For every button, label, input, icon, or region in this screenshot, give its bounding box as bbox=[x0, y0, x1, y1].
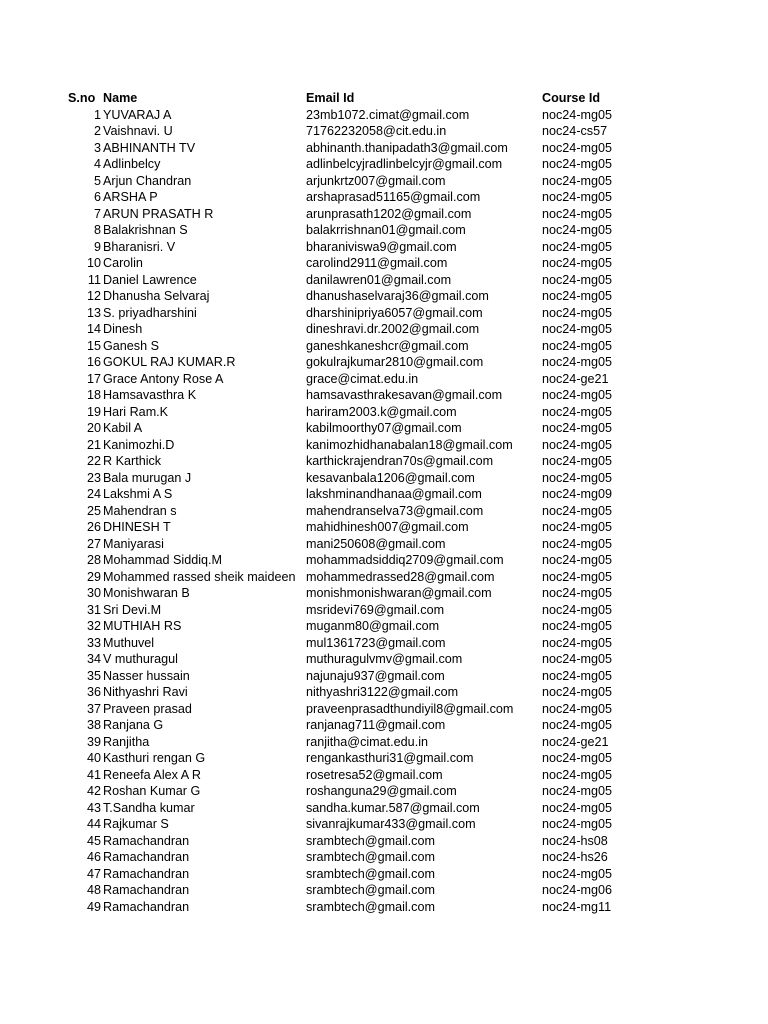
cell-email: 23mb1072.cimat@gmail.com bbox=[306, 107, 470, 122]
cell-course: noc24-mg05 bbox=[542, 536, 613, 551]
table-row bbox=[0, 437, 768, 454]
table-row bbox=[0, 684, 768, 701]
cell-course: noc24-mg05 bbox=[542, 157, 613, 171]
table-row bbox=[0, 305, 768, 322]
cell-course: noc24-mg05 bbox=[542, 619, 613, 633]
cell-name: Ramachandran bbox=[103, 899, 190, 914]
cell-course: noc24-mg05 bbox=[542, 701, 613, 716]
cell-name: Ramachandran bbox=[103, 833, 190, 848]
cell-sno: 39 bbox=[86, 734, 101, 749]
table-row bbox=[0, 420, 768, 437]
cell-course: noc24-mg05 bbox=[542, 190, 613, 204]
cell-sno: 43 bbox=[86, 800, 101, 815]
cell-course: noc24-mg11 bbox=[542, 899, 612, 914]
cell-name: GOKUL RAJ KUMAR.R bbox=[103, 355, 236, 369]
cell-course: noc24-mg05 bbox=[542, 404, 613, 419]
table-row bbox=[0, 668, 768, 685]
cell-course: noc24-mg05 bbox=[542, 437, 613, 452]
cell-course: noc24-mg05 bbox=[542, 800, 613, 815]
cell-sno: 20 bbox=[86, 421, 101, 435]
cell-email: arshaprasad51165@gmail.com bbox=[306, 190, 481, 204]
cell-sno: 23 bbox=[86, 470, 101, 485]
table-row bbox=[0, 255, 768, 272]
cell-sno: 38 bbox=[86, 718, 101, 732]
cell-course: noc24-mg05 bbox=[542, 289, 613, 303]
cell-name: Ranjitha bbox=[103, 734, 150, 749]
cell-sno: 12 bbox=[86, 289, 101, 303]
cell-course: noc24-mg05 bbox=[542, 767, 613, 782]
cell-sno: 34 bbox=[86, 652, 101, 666]
cell-sno: 36 bbox=[86, 685, 101, 699]
table-row bbox=[0, 767, 768, 784]
cell-email: bharaniviswa9@gmail.com bbox=[306, 239, 457, 254]
cell-sno: 10 bbox=[86, 256, 101, 270]
cell-email: abhinanth.thanipadath3@gmail.com bbox=[306, 140, 508, 155]
cell-name: Rajkumar S bbox=[103, 817, 169, 831]
cell-email: dhanushaselvaraj36@gmail.com bbox=[306, 289, 489, 303]
cell-name: Nasser hussain bbox=[103, 668, 190, 683]
cell-course: noc24-mg05 bbox=[542, 140, 613, 155]
cell-name: R Karthick bbox=[103, 454, 162, 468]
cell-email: srambtech@gmail.com bbox=[306, 883, 435, 897]
cell-course: noc24-mg05 bbox=[542, 322, 613, 336]
table-row bbox=[0, 783, 768, 800]
cell-course: noc24-mg05 bbox=[542, 586, 613, 600]
cell-name: Grace Antony Rose A bbox=[103, 371, 224, 386]
cell-sno: 1 bbox=[93, 107, 101, 122]
cell-email: balakrrishnan01@gmail.com bbox=[306, 223, 466, 237]
cell-sno: 28 bbox=[86, 553, 101, 567]
cell-name: Reneefa Alex A R bbox=[103, 767, 202, 782]
cell-email: srambtech@gmail.com bbox=[306, 899, 435, 914]
cell-name: ARUN PRASATH R bbox=[103, 206, 214, 221]
table-row bbox=[0, 750, 768, 767]
cell-sno: 45 bbox=[86, 833, 101, 848]
cell-course: noc24-ge21 bbox=[542, 734, 609, 749]
cell-course: noc24-mg05 bbox=[542, 817, 613, 831]
table-row bbox=[0, 734, 768, 751]
table-row bbox=[0, 239, 768, 256]
cell-sno: 14 bbox=[86, 322, 101, 336]
cell-name: Kabil A bbox=[103, 421, 143, 435]
cell-name: Monishwaran B bbox=[103, 586, 190, 600]
cell-name: YUVARAJ A bbox=[103, 107, 172, 122]
cell-sno: 15 bbox=[86, 338, 101, 353]
cell-name: Ramachandran bbox=[103, 850, 190, 864]
cell-name: Nithyashri Ravi bbox=[103, 685, 188, 699]
cell-course: noc24-mg05 bbox=[542, 685, 613, 699]
cell-email: srambtech@gmail.com bbox=[306, 833, 435, 848]
cell-course: noc24-mg05 bbox=[542, 454, 613, 468]
cell-course: noc24-mg05 bbox=[542, 635, 613, 650]
cell-sno: 44 bbox=[86, 817, 101, 831]
cell-email: rosetresa52@gmail.com bbox=[306, 767, 443, 782]
table-row bbox=[0, 107, 768, 124]
cell-email: adlinbelcyjradlinbelcyjr@gmail.com bbox=[306, 157, 503, 171]
table-row bbox=[0, 569, 768, 586]
cell-email: ranjanag711@gmail.com bbox=[306, 718, 446, 732]
table-row bbox=[0, 486, 768, 503]
cell-course: noc24-mg05 bbox=[542, 718, 613, 732]
cell-email: dineshravi.dr.2002@gmail.com bbox=[306, 322, 480, 336]
cell-email: arunprasath1202@gmail.com bbox=[306, 206, 472, 221]
cell-course: noc24-mg05 bbox=[542, 223, 613, 237]
cell-name: Adlinbelcy bbox=[103, 157, 161, 171]
cell-email: grace@cimat.edu.in bbox=[306, 371, 419, 386]
cell-name: Mohammad Siddiq.M bbox=[103, 553, 222, 567]
cell-sno: 25 bbox=[86, 503, 101, 518]
cell-email: praveenprasadthundiyil8@gmail.com bbox=[306, 701, 514, 716]
cell-sno: 41 bbox=[86, 767, 101, 782]
cell-course: noc24-mg05 bbox=[542, 751, 613, 765]
table-row bbox=[0, 833, 768, 850]
cell-email: dharshinipriya6057@gmail.com bbox=[306, 305, 483, 320]
cell-name: Dinesh bbox=[103, 322, 143, 336]
table-row bbox=[0, 866, 768, 883]
cell-course: noc24-mg05 bbox=[542, 569, 613, 584]
table-row bbox=[0, 404, 768, 421]
cell-course: noc24-mg05 bbox=[542, 355, 613, 369]
cell-name: Hari Ram.K bbox=[103, 404, 169, 419]
cell-name: ARSHA P bbox=[103, 190, 158, 204]
cell-sno: 19 bbox=[86, 404, 101, 419]
cell-sno: 33 bbox=[86, 635, 101, 650]
cell-sno: 3 bbox=[93, 140, 101, 155]
cell-course: noc24-mg05 bbox=[542, 652, 613, 666]
cell-sno: 35 bbox=[86, 668, 101, 683]
cell-sno: 46 bbox=[86, 850, 101, 864]
cell-email: kabilmoorthy07@gmail.com bbox=[306, 421, 462, 435]
cell-name: Ranjana G bbox=[103, 718, 164, 732]
cell-name: Daniel Lawrence bbox=[103, 272, 197, 287]
cell-sno: 42 bbox=[86, 784, 101, 798]
cell-sno: 6 bbox=[93, 190, 101, 204]
cell-sno: 9 bbox=[93, 239, 101, 254]
cell-name: Bharanisri. V bbox=[103, 239, 176, 254]
cell-name: Kasthuri rengan G bbox=[103, 751, 206, 765]
cell-course: noc24-mg05 bbox=[542, 107, 613, 122]
table-row bbox=[0, 470, 768, 487]
cell-name: Arjun Chandran bbox=[103, 173, 192, 188]
cell-name: Sri Devi.M bbox=[103, 602, 162, 617]
cell-email: roshanguna29@gmail.com bbox=[306, 784, 457, 798]
cell-course: noc24-mg05 bbox=[542, 520, 613, 534]
table-row bbox=[0, 552, 768, 569]
cell-course: noc24-mg09 bbox=[542, 487, 613, 501]
table-row bbox=[0, 635, 768, 652]
cell-email: mahidhinesh007@gmail.com bbox=[306, 520, 469, 534]
cell-sno: 47 bbox=[86, 866, 101, 881]
cell-email: najunaju937@gmail.com bbox=[306, 668, 445, 683]
cell-sno: 24 bbox=[86, 487, 101, 501]
cell-sno: 31 bbox=[86, 602, 101, 617]
cell-course: noc24-mg05 bbox=[542, 206, 613, 221]
table-row bbox=[0, 206, 768, 223]
cell-email: kanimozhidhanabalan18@gmail.com bbox=[306, 437, 513, 452]
cell-name: Kanimozhi.D bbox=[103, 437, 175, 452]
cell-sno: 18 bbox=[86, 388, 101, 402]
cell-course: noc24-mg05 bbox=[542, 553, 613, 567]
table-row bbox=[0, 701, 768, 718]
cell-email: ganeshkaneshcr@gmail.com bbox=[306, 338, 469, 353]
table-row bbox=[0, 123, 768, 140]
cell-email: karthickrajendran70s@gmail.com bbox=[306, 454, 494, 468]
cell-name: Roshan Kumar G bbox=[103, 784, 201, 798]
cell-name: MUTHIAH RS bbox=[103, 619, 182, 633]
header-course: Course Id bbox=[542, 91, 601, 105]
table-row bbox=[0, 849, 768, 866]
cell-email: mani250608@gmail.com bbox=[306, 536, 446, 551]
cell-course: noc24-mg05 bbox=[542, 305, 613, 320]
table-row bbox=[0, 371, 768, 388]
header-sno: S.no bbox=[68, 91, 96, 105]
table-row bbox=[0, 338, 768, 355]
table-row bbox=[0, 321, 768, 338]
cell-course: noc24-cs57 bbox=[542, 124, 608, 138]
table-row bbox=[0, 602, 768, 619]
table-row bbox=[0, 354, 768, 371]
cell-name: Praveen prasad bbox=[103, 701, 192, 716]
cell-email: msridevi769@gmail.com bbox=[306, 602, 445, 617]
cell-course: noc24-mg05 bbox=[542, 784, 613, 798]
cell-sno: 8 bbox=[93, 223, 101, 237]
cell-course: noc24-mg05 bbox=[542, 602, 613, 617]
table-row bbox=[0, 222, 768, 239]
cell-name: V muthuragul bbox=[103, 652, 178, 666]
cell-name: T.Sandha kumar bbox=[103, 800, 195, 815]
table-row bbox=[0, 717, 768, 734]
table-row bbox=[0, 189, 768, 206]
cell-email: hariram2003.k@gmail.com bbox=[306, 404, 457, 419]
cell-sno: 27 bbox=[86, 536, 101, 551]
cell-email: kesavanbala1206@gmail.com bbox=[306, 470, 475, 485]
cell-name: Maniyarasi bbox=[103, 536, 164, 551]
cell-name: Ramachandran bbox=[103, 866, 190, 881]
cell-name: Dhanusha Selvaraj bbox=[103, 289, 210, 303]
cell-name: Balakrishnan S bbox=[103, 223, 188, 237]
cell-sno: 5 bbox=[93, 173, 101, 188]
cell-name: Bala murugan J bbox=[103, 470, 192, 485]
cell-name: Muthuvel bbox=[103, 635, 155, 650]
table-row bbox=[0, 536, 768, 553]
cell-name: ABHINANTH TV bbox=[103, 140, 196, 155]
cell-email: mul1361723@gmail.com bbox=[306, 635, 446, 650]
cell-email: sandha.kumar.587@gmail.com bbox=[306, 800, 480, 815]
cell-sno: 29 bbox=[86, 569, 101, 584]
cell-sno: 26 bbox=[86, 520, 101, 534]
table-row bbox=[0, 519, 768, 536]
cell-course: noc24-mg05 bbox=[542, 239, 613, 254]
cell-sno: 30 bbox=[86, 586, 101, 600]
cell-course: noc24-mg06 bbox=[542, 883, 613, 897]
cell-name: Mohammed rassed sheik maideen bbox=[103, 569, 296, 584]
cell-course: noc24-mg05 bbox=[542, 338, 613, 353]
cell-sno: 17 bbox=[86, 371, 101, 386]
cell-name: Carolin bbox=[103, 256, 143, 270]
table-row bbox=[0, 882, 768, 899]
cell-name: S. priyadharshini bbox=[103, 305, 197, 320]
cell-name: Lakshmi A S bbox=[103, 487, 173, 501]
table-row bbox=[0, 800, 768, 817]
table-row bbox=[0, 140, 768, 157]
table-row bbox=[0, 585, 768, 602]
cell-email: danilawren01@gmail.com bbox=[306, 272, 452, 287]
table-row bbox=[0, 618, 768, 635]
cell-email: sivanrajkumar433@gmail.com bbox=[306, 817, 476, 831]
cell-sno: 13 bbox=[86, 305, 101, 320]
cell-sno: 22 bbox=[86, 454, 101, 468]
cell-email: mohammadsiddiq2709@gmail.com bbox=[306, 553, 504, 567]
cell-sno: 40 bbox=[86, 751, 101, 765]
cell-course: noc24-mg05 bbox=[542, 388, 613, 402]
cell-course: noc24-mg05 bbox=[542, 272, 613, 287]
cell-email: monishmonishwaran@gmail.com bbox=[306, 586, 492, 600]
cell-name: Ramachandran bbox=[103, 883, 190, 897]
table-row bbox=[0, 387, 768, 404]
table-row bbox=[0, 272, 768, 289]
header-email: Email Id bbox=[306, 91, 355, 105]
cell-sno: 21 bbox=[86, 437, 101, 452]
table-row bbox=[0, 651, 768, 668]
cell-email: 71762232058@cit.edu.in bbox=[306, 124, 447, 138]
cell-course: noc24-mg05 bbox=[542, 866, 613, 881]
cell-sno: 16 bbox=[86, 355, 101, 369]
cell-name: Vaishnavi. U bbox=[103, 124, 173, 138]
cell-course: noc24-mg05 bbox=[542, 503, 613, 518]
cell-name: Mahendran s bbox=[103, 503, 177, 518]
cell-name: Hamsavasthra K bbox=[103, 388, 197, 402]
table-header bbox=[0, 90, 768, 107]
table-row bbox=[0, 503, 768, 520]
cell-name: DHINESH T bbox=[103, 520, 171, 534]
cell-course: noc24-mg05 bbox=[542, 256, 613, 270]
cell-course: noc24-hs08 bbox=[542, 833, 608, 848]
cell-course: noc24-mg05 bbox=[542, 668, 613, 683]
cell-email: srambtech@gmail.com bbox=[306, 850, 435, 864]
cell-name: Ganesh S bbox=[103, 338, 160, 353]
header-name: Name bbox=[103, 91, 138, 105]
cell-sno: 4 bbox=[93, 157, 101, 171]
cell-email: rengankasthuri31@gmail.com bbox=[306, 751, 474, 765]
cell-email: arjunkrtz007@gmail.com bbox=[306, 173, 446, 188]
cell-email: srambtech@gmail.com bbox=[306, 866, 435, 881]
cell-email: muganm80@gmail.com bbox=[306, 619, 440, 633]
cell-course: noc24-ge21 bbox=[542, 371, 609, 386]
cell-sno: 37 bbox=[86, 701, 101, 716]
table-row bbox=[0, 156, 768, 173]
cell-email: lakshminandhanaa@gmail.com bbox=[306, 487, 482, 501]
table-row bbox=[0, 453, 768, 470]
cell-email: mahendranselva73@gmail.com bbox=[306, 503, 484, 518]
cell-course: noc24-mg05 bbox=[542, 173, 613, 188]
cell-sno: 7 bbox=[93, 206, 101, 221]
cell-course: noc24-mg05 bbox=[542, 470, 613, 485]
table-row bbox=[0, 288, 768, 305]
cell-email: gokulrajkumar2810@gmail.com bbox=[306, 355, 484, 369]
cell-sno: 32 bbox=[86, 619, 101, 633]
cell-course: noc24-hs26 bbox=[542, 850, 608, 864]
cell-course: noc24-mg05 bbox=[542, 421, 613, 435]
table-row bbox=[0, 173, 768, 190]
table-row bbox=[0, 816, 768, 833]
cell-email: nithyashri3122@gmail.com bbox=[306, 685, 459, 699]
cell-email: muthuragulvmv@gmail.com bbox=[306, 652, 463, 666]
cell-sno: 49 bbox=[86, 899, 101, 914]
cell-email: ranjitha@cimat.edu.in bbox=[306, 734, 428, 749]
cell-email: hamsavasthrakesavan@gmail.com bbox=[306, 388, 503, 402]
cell-sno: 11 bbox=[87, 272, 101, 287]
cell-sno: 48 bbox=[86, 883, 101, 897]
cell-email: mohammedrassed28@gmail.com bbox=[306, 569, 495, 584]
cell-sno: 2 bbox=[93, 124, 101, 138]
table-row bbox=[0, 899, 768, 916]
cell-email: carolind2911@gmail.com bbox=[306, 256, 448, 270]
